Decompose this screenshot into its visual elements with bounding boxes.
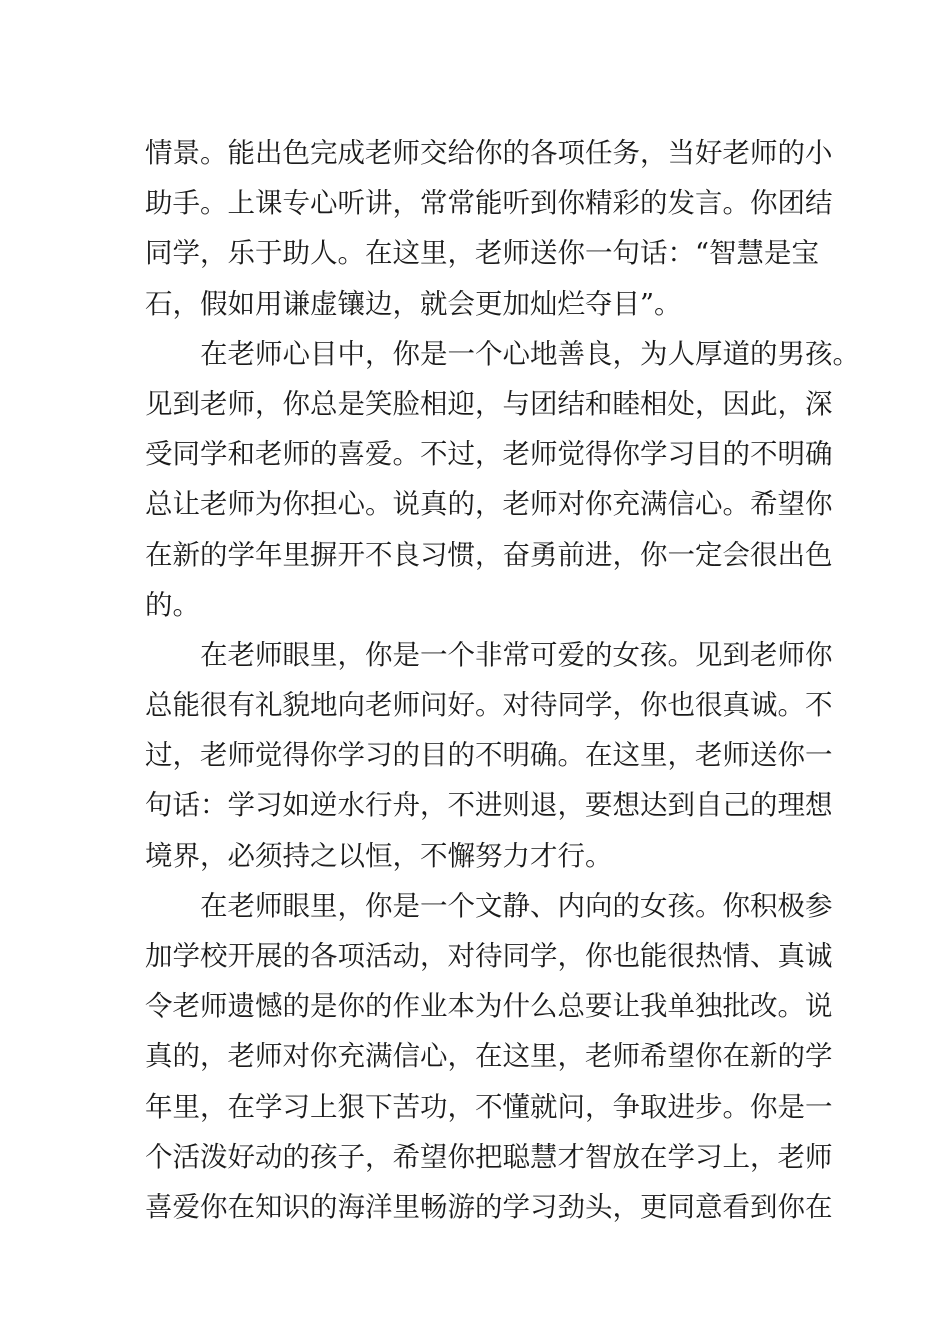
text-line: 句话：学习如逆水行舟，不进则退，要想达到自己的理想 [145, 789, 833, 822]
text-line: 在新的学年里摒开不良习惯，奋勇前进，你一定会很出色 [145, 538, 833, 571]
text-line: 境界，必须持之以恒，不懈努力才行。 [145, 839, 613, 872]
text-line: 情景。能出色完成老师交给你的各项任务，当好老师的小 [145, 137, 833, 169]
document-body [145, 128, 860, 1232]
paragraph-first-line: 在老师眼里，你是一个文静、内向的女孩。你积极参 [200, 889, 833, 922]
text-line: 同学，乐于助人。在这里，老师送你一句话：“智慧是宝 [145, 237, 820, 270]
text-line: 见到老师，你总是笑脸相迎，与团结和睦相处，因此，深 [145, 387, 833, 420]
text-line: 喜爱你在知识的海洋里畅游的学习劲头，更同意看到你在 [145, 1190, 833, 1223]
text-line: 个活泼好动的孩子，希望你把聪慧才智放在学习上，老师 [145, 1140, 833, 1173]
text-line: 总能很有礼貌地向老师问好。对待同学，你也很真诚。不 [145, 689, 833, 722]
text-line: 的。 [145, 588, 200, 621]
text-line: 令老师遗憾的是你的作业本为什么总要让我单独批改。说 [145, 990, 833, 1023]
text-line: 总让老师为你担心。说真的，老师对你充满信心。希望你 [145, 488, 833, 521]
text-line: 石，假如用谦虚镶边，就会更加灿烂夺目”。 [145, 287, 682, 320]
text-line: 助手。上课专心听讲，常常能听到你精彩的发言。你团结 [145, 187, 833, 220]
paragraph-first-line: 在老师心目中，你是一个心地善良，为人厚道的男孩。 [200, 337, 860, 370]
text-line: 真的，老师对你充满信心，在这里，老师希望你在新的学 [145, 1040, 833, 1073]
text-line: 受同学和老师的喜爱。不过，老师觉得你学习目的不明确 [145, 438, 833, 471]
text-line: 年里，在学习上狠下苦功，不懂就问，争取进步。你是一 [145, 1090, 833, 1123]
text-line: 过，老师觉得你学习的目的不明确。在这里，老师送你一 [145, 739, 833, 772]
paragraph-first-line: 在老师眼里，你是一个非常可爱的女孩。见到老师你 [200, 638, 833, 671]
text-line: 加学校开展的各项活动，对待同学，你也能很热情、真诚 [145, 940, 833, 972]
